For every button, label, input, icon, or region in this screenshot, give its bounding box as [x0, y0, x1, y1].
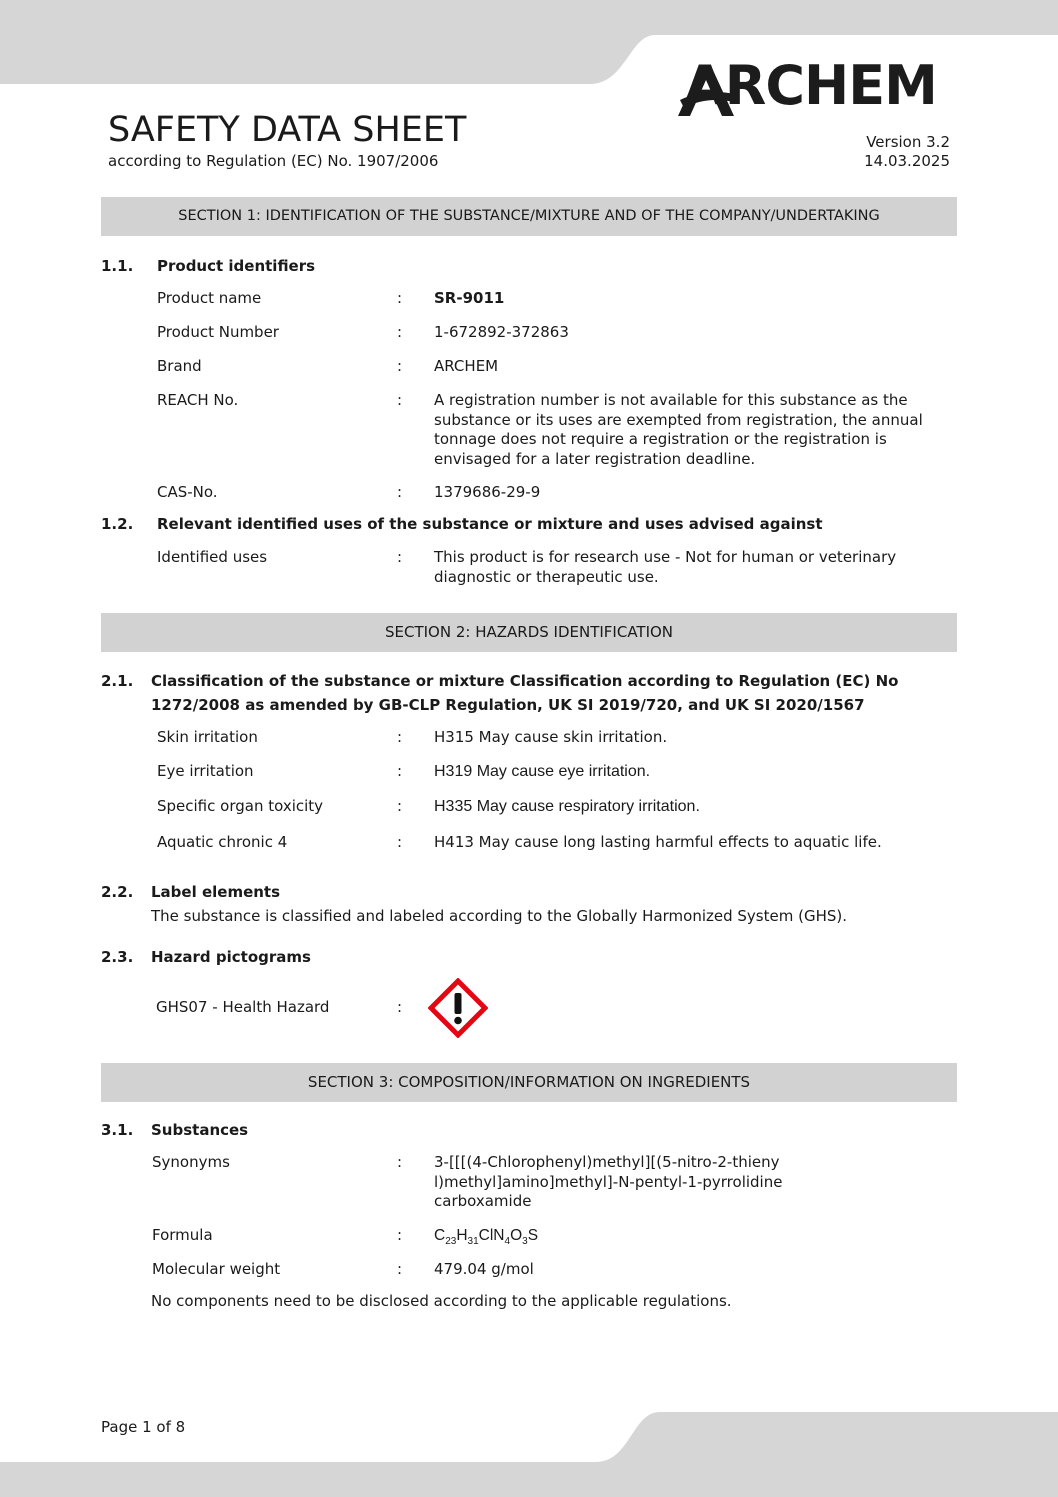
- field-separator: :: [397, 548, 403, 566]
- subsection-number: 2.3.: [101, 948, 134, 966]
- formula-count: 31: [467, 1236, 479, 1248]
- field-separator: :: [397, 1153, 403, 1171]
- section-1-header: SECTION 1: IDENTIFICATION OF THE SUBSTANCE/MIXTURE AND OF THE COMPANY/UNDERTAKING: [101, 197, 957, 236]
- formula-count: 3: [522, 1236, 528, 1248]
- field-label: Product name: [157, 289, 262, 307]
- hazard-statement: H315 May cause skin irritation.: [434, 728, 668, 746]
- hazard-statement: H335 May cause respiratory irritation.: [434, 798, 700, 815]
- page-title: SAFETY DATA SHEET: [108, 110, 467, 150]
- field-separator: :: [397, 1260, 403, 1278]
- subsection-number: 1.2.: [101, 515, 134, 533]
- subsection-title: Label elements: [151, 883, 281, 901]
- brand-logo-text: ARCHEM: [684, 54, 937, 117]
- field-label: Synonyms: [152, 1153, 230, 1171]
- field-separator: :: [397, 728, 403, 746]
- field-separator: :: [397, 483, 403, 501]
- field-separator: :: [397, 289, 403, 307]
- field-separator: :: [397, 1226, 403, 1244]
- cas-number-value: 1379686-29-9: [434, 483, 541, 501]
- formula-element: O: [510, 1227, 523, 1244]
- subsection-number: 3.1.: [101, 1121, 134, 1139]
- formula-value: [434, 1226, 954, 1252]
- field-separator: :: [397, 762, 403, 780]
- section-2-header: SECTION 2: HAZARDS IDENTIFICATION: [101, 613, 957, 652]
- disclosure-note: No components need to be disclosed according to the applicable regulations.: [151, 1292, 732, 1310]
- subsection-number: 1.1.: [101, 257, 134, 275]
- brand-logo: [676, 54, 961, 120]
- field-separator: :: [397, 391, 403, 409]
- field-label: Skin irritation: [157, 728, 258, 746]
- subsection-title: Hazard pictograms: [151, 948, 311, 966]
- field-label: REACH No.: [157, 391, 239, 409]
- product-name-value: SR-9011: [434, 289, 505, 307]
- product-number-value: 1-672892-372863: [434, 323, 569, 341]
- pictogram-label: GHS07 - Health Hazard: [156, 998, 330, 1016]
- subsection-title: Product identifiers: [157, 257, 316, 275]
- subsection-title: Relevant identified uses of the substance or mixture and uses advised against: [157, 515, 823, 533]
- subsection-number: 2.2.: [101, 883, 134, 901]
- subsection-title-continued: 1272/2008 as amended by GB-CLP Regulation, UK SI 2019/720, and UK SI 2020/1567: [151, 696, 865, 714]
- field-label: Formula: [152, 1226, 213, 1244]
- field-separator: :: [397, 833, 403, 851]
- section-3-header: SECTION 3: COMPOSITION/INFORMATION ON INGREDIENTS: [101, 1063, 957, 1102]
- ghs07-exclamation-icon: [428, 978, 488, 1038]
- field-label: Molecular weight: [152, 1260, 281, 1278]
- field-separator: :: [397, 357, 403, 375]
- field-label: Aquatic chronic 4: [157, 833, 288, 851]
- field-label: CAS-No.: [157, 483, 218, 501]
- molecular-weight-value: 479.04 g/mol: [434, 1260, 534, 1278]
- field-label: Product Number: [157, 323, 279, 341]
- field-separator: :: [397, 323, 403, 341]
- field-separator: :: [397, 998, 403, 1016]
- subsection-number: 2.1.: [101, 672, 134, 690]
- version-label: Version 3.2: [866, 133, 950, 151]
- subsection-title: Substances: [151, 1121, 249, 1139]
- field-separator: :: [397, 797, 403, 815]
- formula-element: S: [527, 1227, 539, 1244]
- field-label: Specific organ toxicity: [157, 797, 324, 815]
- label-elements-text: The substance is classified and labeled according to the Globally Harmonized System (GHS).: [151, 907, 848, 925]
- field-label: Brand: [157, 357, 202, 375]
- regulation-subtitle: according to Regulation (EC) No. 1907/2006: [108, 152, 439, 170]
- revision-date: 14.03.2025: [864, 152, 950, 170]
- brand-value: ARCHEM: [434, 357, 499, 375]
- hazard-statement: H413 May cause long lasting harmful effects to aquatic life.: [434, 833, 882, 851]
- hazard-statement: H319 May cause eye irritation.: [434, 763, 651, 780]
- formula-element: H: [456, 1227, 468, 1244]
- formula-element: C: [434, 1227, 446, 1244]
- synonyms-value: 3-[[[(4-Chlorophenyl)methyl][(5-nitro-2-thienyl)methyl]amino]methyl]-N-pentyl-1-pyrrolidinecarboxamide: [434, 1153, 783, 1210]
- identified-uses-value: This product is for research use - Not for human or veterinary diagnostic or therapeutic use.: [434, 548, 897, 586]
- field-label: Eye irritation: [157, 762, 254, 780]
- formula-element: ClN: [478, 1227, 505, 1244]
- formula-count: 4: [504, 1236, 511, 1248]
- field-label: Identified uses: [157, 548, 268, 566]
- reach-number-value: A registration number is not available for this substance as the substance or its uses are exempted from registration, the annual tonnage does not require a registration or the registration is envisaged for a later registration deadline.: [434, 391, 923, 468]
- formula-count: 23: [445, 1236, 457, 1248]
- page-number: Page 1 of 8: [101, 1418, 186, 1436]
- subsection-title: Classification of the substance or mixture Classification according to Regulation (EC) No: [151, 672, 899, 690]
